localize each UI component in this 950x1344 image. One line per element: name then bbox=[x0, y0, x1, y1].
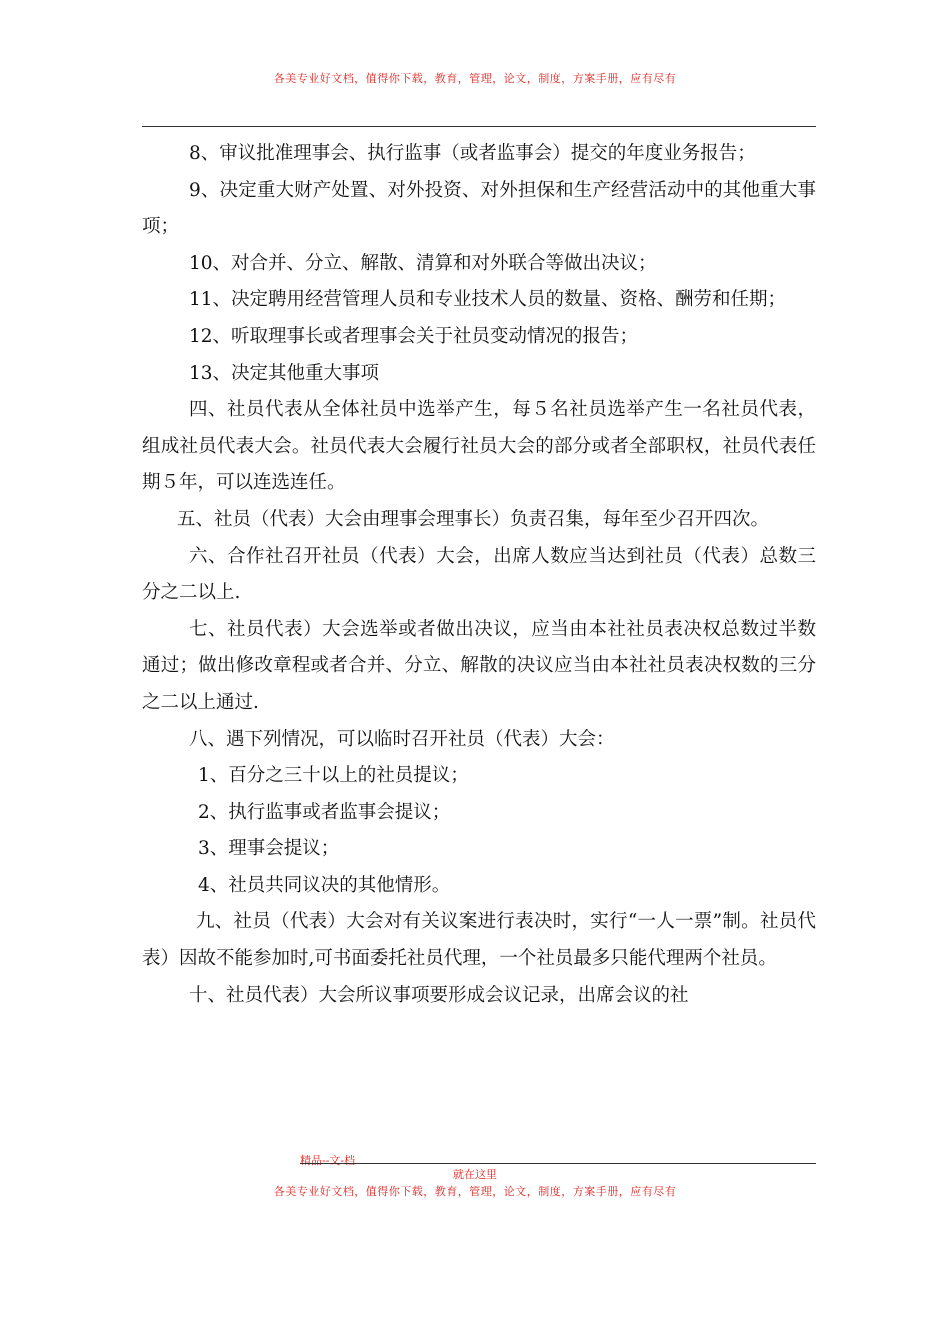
header-divider bbox=[142, 126, 816, 127]
footer-divider bbox=[300, 1163, 816, 1164]
paragraph-section-7: 七、社员代表）大会选举或者做出决议，应当由本社社员表决权总数过半数通过；做出修改章程或者合并、分立、解散的决议应当由本社社员表决权数的三分之二以上通过. bbox=[142, 618, 816, 713]
paragraph-subitem-3: 3、理事会提议； bbox=[198, 838, 340, 860]
footer-center-label: 就在这里 bbox=[453, 1168, 497, 1181]
paragraph-subitem-4: 4、社员共同议决的其他情形。 bbox=[198, 874, 451, 896]
footer-banner: 各美专业好文档，值得你下载，教育，管理，论文，制度，方案手册，应有尽有 bbox=[273, 1185, 677, 1198]
paragraph-subitem-1: 1、百分之三十以上的社员提议； bbox=[198, 765, 469, 787]
paragraph-section-5: 五、社员（代表）大会由理事会理事长）负责召集，每年至少召开四次。 bbox=[177, 508, 770, 530]
paragraph-section-4: 四、社员代表从全体社员中选举产生，每５名社员选举产生一名社员代表，组成社员代表大会。社员代表大会履行社员大会的部分或者全部职权，社员代表任期５年，可以连选连任。 bbox=[142, 399, 816, 494]
document-body bbox=[142, 136, 816, 1014]
paragraph-item-11: 11、决定聘用经营管理人员和专业技术人员的数量、资格、酬劳和任期； bbox=[189, 289, 787, 311]
paragraph-section-8: 八、遇下列情况，可以临时召开社员（代表）大会： bbox=[189, 728, 615, 750]
paragraph-section-6: 六、合作社召开社员（代表）大会，出席人数应当达到社员（代表）总数三分之二以上. bbox=[142, 545, 816, 604]
header-banner: 各美专业好文档，值得你下载，教育，管理，论文，制度，方案手册，应有尽有 bbox=[273, 72, 677, 85]
footer-left-label: 精品--文-档 bbox=[300, 1154, 356, 1167]
paragraph-item-10: 10、对合并、分立、解散、清算和对外联合等做出决议； bbox=[189, 252, 657, 274]
paragraph-subitem-2: 2、执行监事或者监事会提议； bbox=[198, 801, 451, 823]
paragraph-section-9: 九、社员（代表）大会对有关议案进行表决时，实行“一人一票”制。社员代表）因故不能参加时,可书面委托社员代理，一个社员最多只能代理两个社员。 bbox=[142, 911, 816, 970]
paragraph-item-13: 13、决定其他重大事项 bbox=[189, 362, 380, 384]
paragraph-item-12: 12、听取理事长或者理事会关于社员变动情况的报告； bbox=[189, 325, 639, 347]
paragraph-section-10: 十、社员代表）大会所议事项要形成会议记录，出席会议的社 bbox=[189, 984, 689, 1006]
paragraph-item-9: 9、决定重大财产处置、对外投资、对外担保和生产经营活动中的其他重大事项； bbox=[142, 179, 816, 238]
paragraph-item-8: 8、审议批准理事会、执行监事（或者监事会）提交的年度业务报告； bbox=[189, 143, 756, 164]
